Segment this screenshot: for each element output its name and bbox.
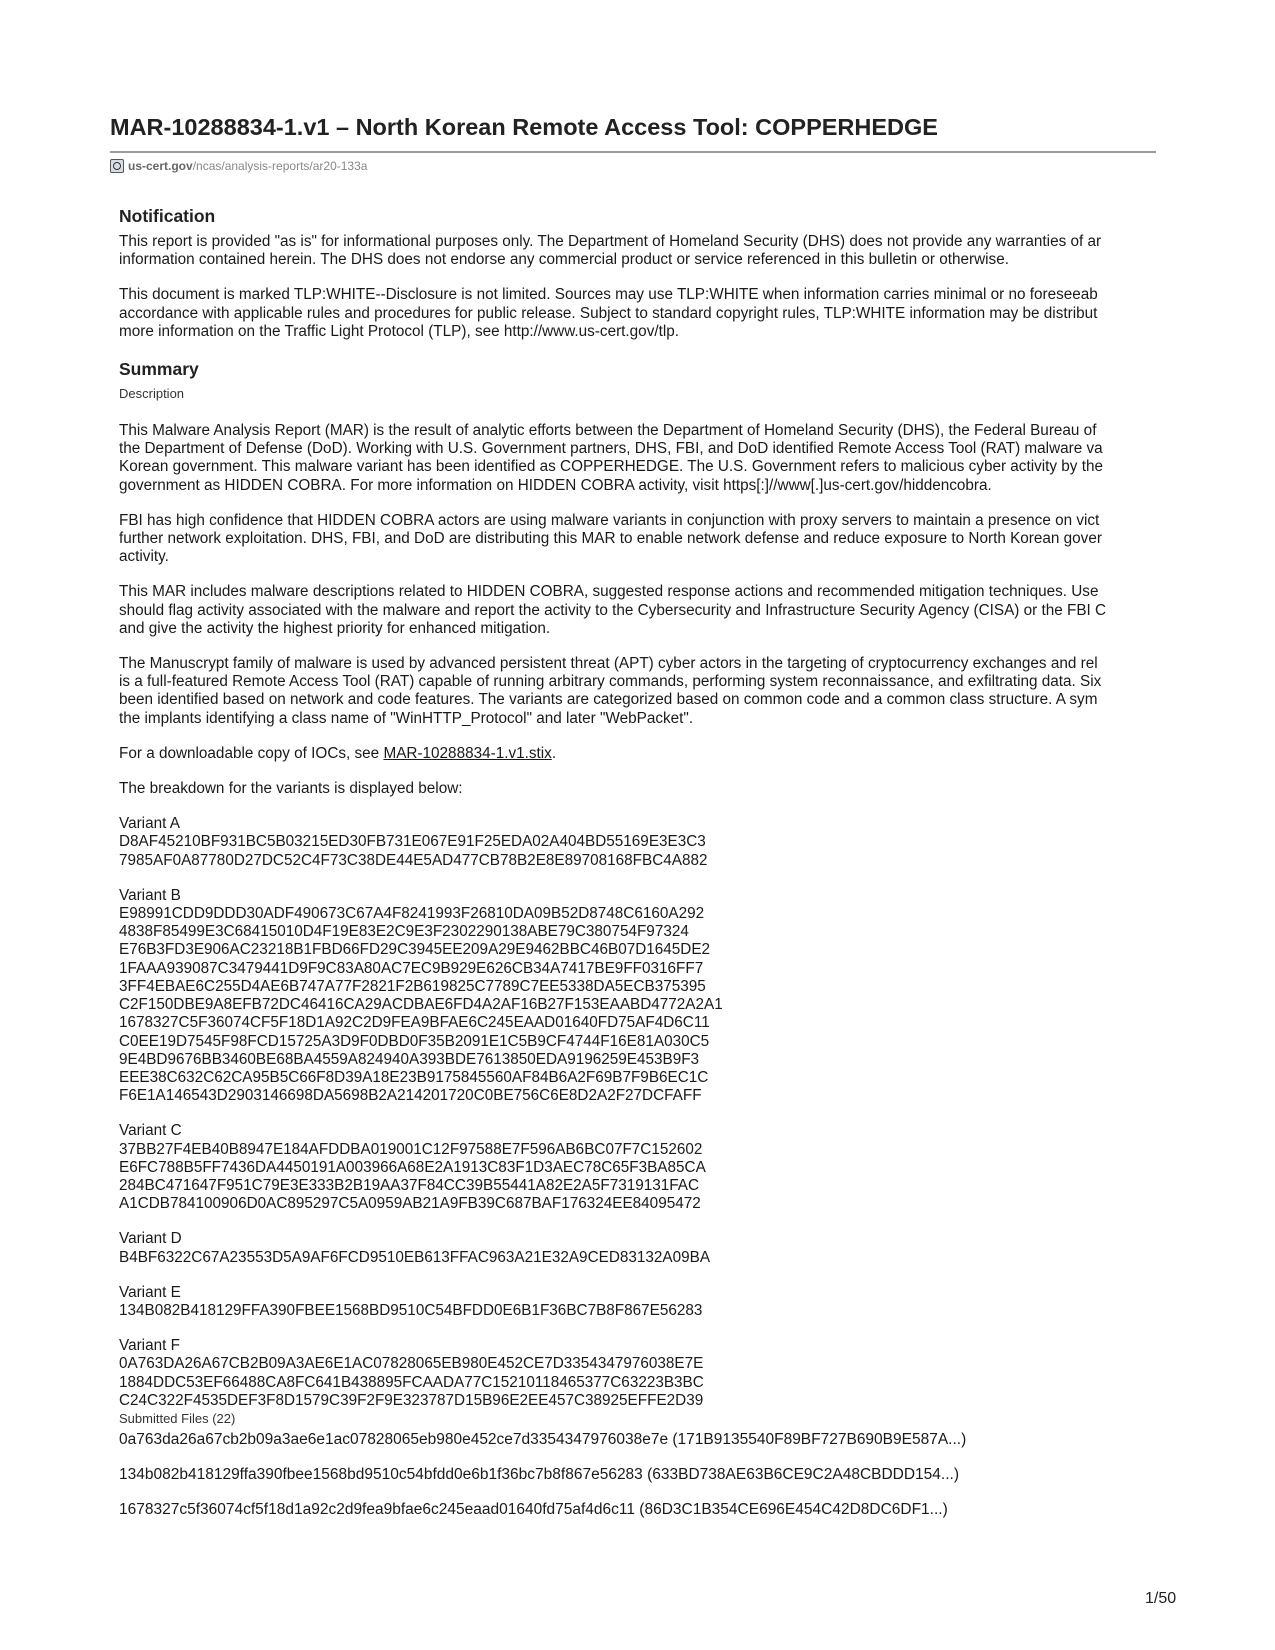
variant-hash: E76B3FD3E906AC23218B1FBD66FD29C3945EE209A29E9462BBC46B07D1645DE2 bbox=[119, 941, 711, 959]
variant-hash: F6E1A146543D2903146698DA5698B2A214201720C0BE756C6E8D2A2F27DCFAFF bbox=[119, 1087, 702, 1105]
variant-block bbox=[119, 815, 1183, 870]
variant-hash: E98991CDD9DDD30ADF490673C67A4F8241993F26810DA09B52D8748C6160A292 bbox=[119, 905, 705, 923]
variant-hash: 1678327C5F36074CF5F18D1A92C2D9FEA9BFAE6C245EAAD01640FD75AF4D6C11 bbox=[119, 1014, 710, 1032]
variant-label: Variant E bbox=[119, 1283, 181, 1301]
variant-hash: 1884DDC53EF66488CA8FC641B438895FCAADA77C15210118465377C63223B3BC bbox=[119, 1373, 704, 1391]
variant-hash: 37BB27F4EB40B8947E184AFDDBA019001C12F97588E7F596AB6BC07F7C152602 bbox=[119, 1140, 703, 1158]
source-url[interactable] bbox=[110, 158, 367, 174]
variant-hash: C24C322F4535DEF3F8D1579C39F2F9E323787D15B96E2EE457C38925EFFE2D39 bbox=[119, 1391, 704, 1409]
text-line: is a full-featured Remote Access Tool (RAT) capable of running arbitrary commands, performing system reconnaissance, and exfiltrating data. Six bbox=[119, 673, 1102, 691]
submitted-files-label: Submitted Files (22) bbox=[119, 1410, 236, 1426]
variant-hash: 134B082B418129FFA390FBEE1568BD9510C54BFDD0E6B1F36BC7B8F867E56283 bbox=[119, 1301, 703, 1319]
variant-block bbox=[119, 1284, 1183, 1320]
variant-hash: D8AF45210BF931BC5B03215ED30FB731E067E91F25EDA02A404BD55169E3E3C3 bbox=[119, 833, 706, 851]
text-line: The Manuscrypt family of malware is used by advanced persistent threat (APT) cyber actors in the targeting of cryptocurrency exchanges and rel bbox=[119, 655, 1098, 673]
notification-paragraph-1 bbox=[119, 233, 1183, 269]
source-path[interactable]: /ncas/analysis-reports/ar20-133a bbox=[192, 159, 368, 173]
variant-label: Variant B bbox=[119, 886, 181, 904]
variant-block bbox=[119, 1122, 1183, 1213]
variant-hash: 0A763DA26A67CB2B09A3AE6E1AC07828065EB980E452CE7D3354347976038E7E bbox=[119, 1355, 704, 1373]
page-title: MAR-10288834-1.v1 – North Korean Remote Access Tool: COPPERHEDGE bbox=[110, 114, 938, 140]
submitted-file-item[interactable]: 1678327c5f36074cf5f18d1a92c2d9fea9bfae6c245eaad01640fd75af4d6c11 (86D3C1B354CE696E454C42D8DC6DF1...) bbox=[119, 1500, 948, 1518]
summary-paragraph-4 bbox=[119, 655, 1183, 728]
description-subheading: Description bbox=[119, 386, 185, 402]
title-divider bbox=[110, 151, 1156, 153]
variant-hash: A1CDB784100906D0AC895297C5A0959AB21A9FB39C687BAF176324EE84095472 bbox=[119, 1195, 701, 1213]
variant-hash: EEE38C632C62CA95B5C66F8D39A18E23B9175845560AF84B6A2F69B7F9B6EC1C bbox=[119, 1068, 709, 1086]
text-line: should flag activity associated with the malware and report the activity to the Cybersecurity and Infrastructure Security Agency (CISA) or the FBI C bbox=[119, 601, 1107, 619]
page-number: 1/50 bbox=[1145, 1590, 1177, 1607]
variant-hash: 9E4BD9676BB3460BE68BA4559A824940A393BDE7613850EDA9196259E453B9F3 bbox=[119, 1050, 700, 1068]
variant-block bbox=[119, 1337, 1183, 1410]
text-line: the Department of Defense (DoD). Working with U.S. Government partners, DHS, FBI, and DoD identified Remote Access Tool (RAT) malware va bbox=[119, 440, 1103, 458]
text-line: This document is marked TLP:WHITE--Disclosure is not limited. Sources may use TLP:WHITE when information carries minimal or no foreseeab bbox=[119, 286, 1098, 304]
text-line: This Malware Analysis Report (MAR) is the result of analytic efforts between the Department of Homeland Security (DHS), the Federal Bureau of bbox=[119, 422, 1097, 440]
variant-label: Variant D bbox=[119, 1230, 182, 1248]
variant-block bbox=[119, 887, 1183, 1105]
variant-label: Variant F bbox=[119, 1337, 180, 1355]
notification-paragraph-2 bbox=[119, 286, 1183, 341]
submitted-file-item[interactable]: 134b082b418129ffa390fbee1568bd9510c54bfdd0e6b1f36bc7b8f867e56283 (633BD738AE63B6CE9C2A48CBDDD154...) bbox=[119, 1465, 959, 1483]
stix-download-link[interactable]: MAR-10288834-1.v1.stix bbox=[383, 744, 552, 762]
document-body bbox=[119, 205, 1183, 1545]
text-line: government as HIDDEN COBRA. For more information on HIDDEN COBRA activity, visit https[:]//www[.]us-cert.gov/hiddencobra. bbox=[119, 476, 992, 494]
summary-paragraph-1 bbox=[119, 422, 1183, 495]
variant-label: Variant A bbox=[119, 815, 180, 833]
submitted-file-item[interactable]: 0a763da26a67cb2b09a3ae6e1ac07828065eb980e452ce7d3354347976038e7e (171B9135540F89BF727B690B9E587A...) bbox=[119, 1430, 967, 1448]
variant-hash: C2F150DBE9A8EFB72DC46416CA29ACDBAE6FD4A2AF16B27F153EAABD4772A2A1 bbox=[119, 996, 723, 1014]
variant-hash: B4BF6322C67A23553D5A9AF6FCD9510EB613FFAC963A21E32A9CED83132A09BA bbox=[119, 1248, 711, 1266]
text-line: the implants identifying a class name of "WinHTTP_Protocol" and later "WebPacket". bbox=[119, 709, 694, 727]
variant-hash: 7985AF0A87780D27DC52C4F73C38DE44E5AD477CB78B2E8E89708168FBC4A882 bbox=[119, 851, 708, 869]
text-line: further network exploitation. DHS, FBI, and DoD are distributing this MAR to enable network defense and reduce exposure to North Korean gover bbox=[119, 530, 1102, 548]
variant-hash: 284BC471647F951C79E3E333B2B19AA37F84CC39B55441A82E2A5F7319131FAC bbox=[119, 1176, 700, 1194]
variant-label: Variant C bbox=[119, 1122, 182, 1140]
summary-paragraph-3 bbox=[119, 583, 1183, 638]
ioc-suffix: . bbox=[551, 744, 557, 762]
text-line: more information on the Traffic Light Protocol (TLP), see http://www.us-cert.gov/tlp. bbox=[119, 322, 679, 340]
variant-hash: E6FC788B5FF7436DA4450191A003966A68E2A1913C83F1D3AEC78C65F3BA85CA bbox=[119, 1158, 706, 1176]
summary-heading: Summary bbox=[119, 359, 199, 380]
ioc-prefix: For a downloadable copy of IOCs, see bbox=[119, 744, 384, 762]
text-line: Korean government. This malware variant has been identified as COPPERHEDGE. The U.S. Government refers to malicious cyber activity by the bbox=[119, 458, 1103, 476]
notification-heading: Notification bbox=[119, 206, 216, 226]
summary-paragraph-2 bbox=[119, 512, 1183, 567]
variant-hash: 3FF4EBAE6C255D4AE6B747A77F2821F2B619825C7789C7EE5338DA5ECB375395 bbox=[119, 977, 706, 995]
text-line: accordance with applicable rules and procedures for public release. Subject to standard copyright rules, TLP:WHITE information may be distribut bbox=[119, 304, 1098, 322]
text-line: FBI has high confidence that HIDDEN COBRA actors are using malware variants in conjunction with proxy servers to maintain a presence on vict bbox=[119, 511, 1100, 529]
text-line: activity. bbox=[119, 548, 169, 566]
source-domain[interactable]: us-cert.gov bbox=[128, 159, 193, 173]
breakdown-intro: The breakdown for the variants is displayed below: bbox=[119, 780, 463, 798]
variant-list bbox=[119, 815, 1183, 1410]
text-line: This MAR includes malware descriptions related to HIDDEN COBRA, suggested response actions and recommended mitigation techniques. Use bbox=[119, 583, 1099, 601]
variant-hash: 4838F85499E3C68415010D4F19E83E2C9E3F2302290138ABE79C380754F97324 bbox=[119, 923, 689, 941]
site-favicon-icon bbox=[110, 159, 124, 173]
text-line: This report is provided "as is" for informational purposes only. The Department of Homeland Security (DHS) does not provide any warranties of ar bbox=[119, 233, 1102, 250]
variant-hash: C0EE19D7545F98FCD15725A3D9F0DBD0F35B2091E1C5B9CF4744F16E81A030C5 bbox=[119, 1032, 710, 1050]
ioc-download-line bbox=[119, 745, 1183, 763]
text-line: information contained herein. The DHS does not endorse any commercial product or service referenced in this bulletin or otherwise. bbox=[119, 251, 1009, 269]
variant-hash: 1FAAA939087C3479441D9F9C83A80AC7EC9B929E626CB34A7417BE9FF0316FF7 bbox=[119, 959, 704, 977]
text-line: been identified based on network and code features. The variants are categorized based on common code and a common class structure. A sym bbox=[119, 691, 1098, 709]
submitted-files-list bbox=[119, 1431, 1183, 1519]
text-line: and give the activity the highest priority for enhanced mitigation. bbox=[119, 619, 551, 637]
variant-block bbox=[119, 1230, 1183, 1266]
